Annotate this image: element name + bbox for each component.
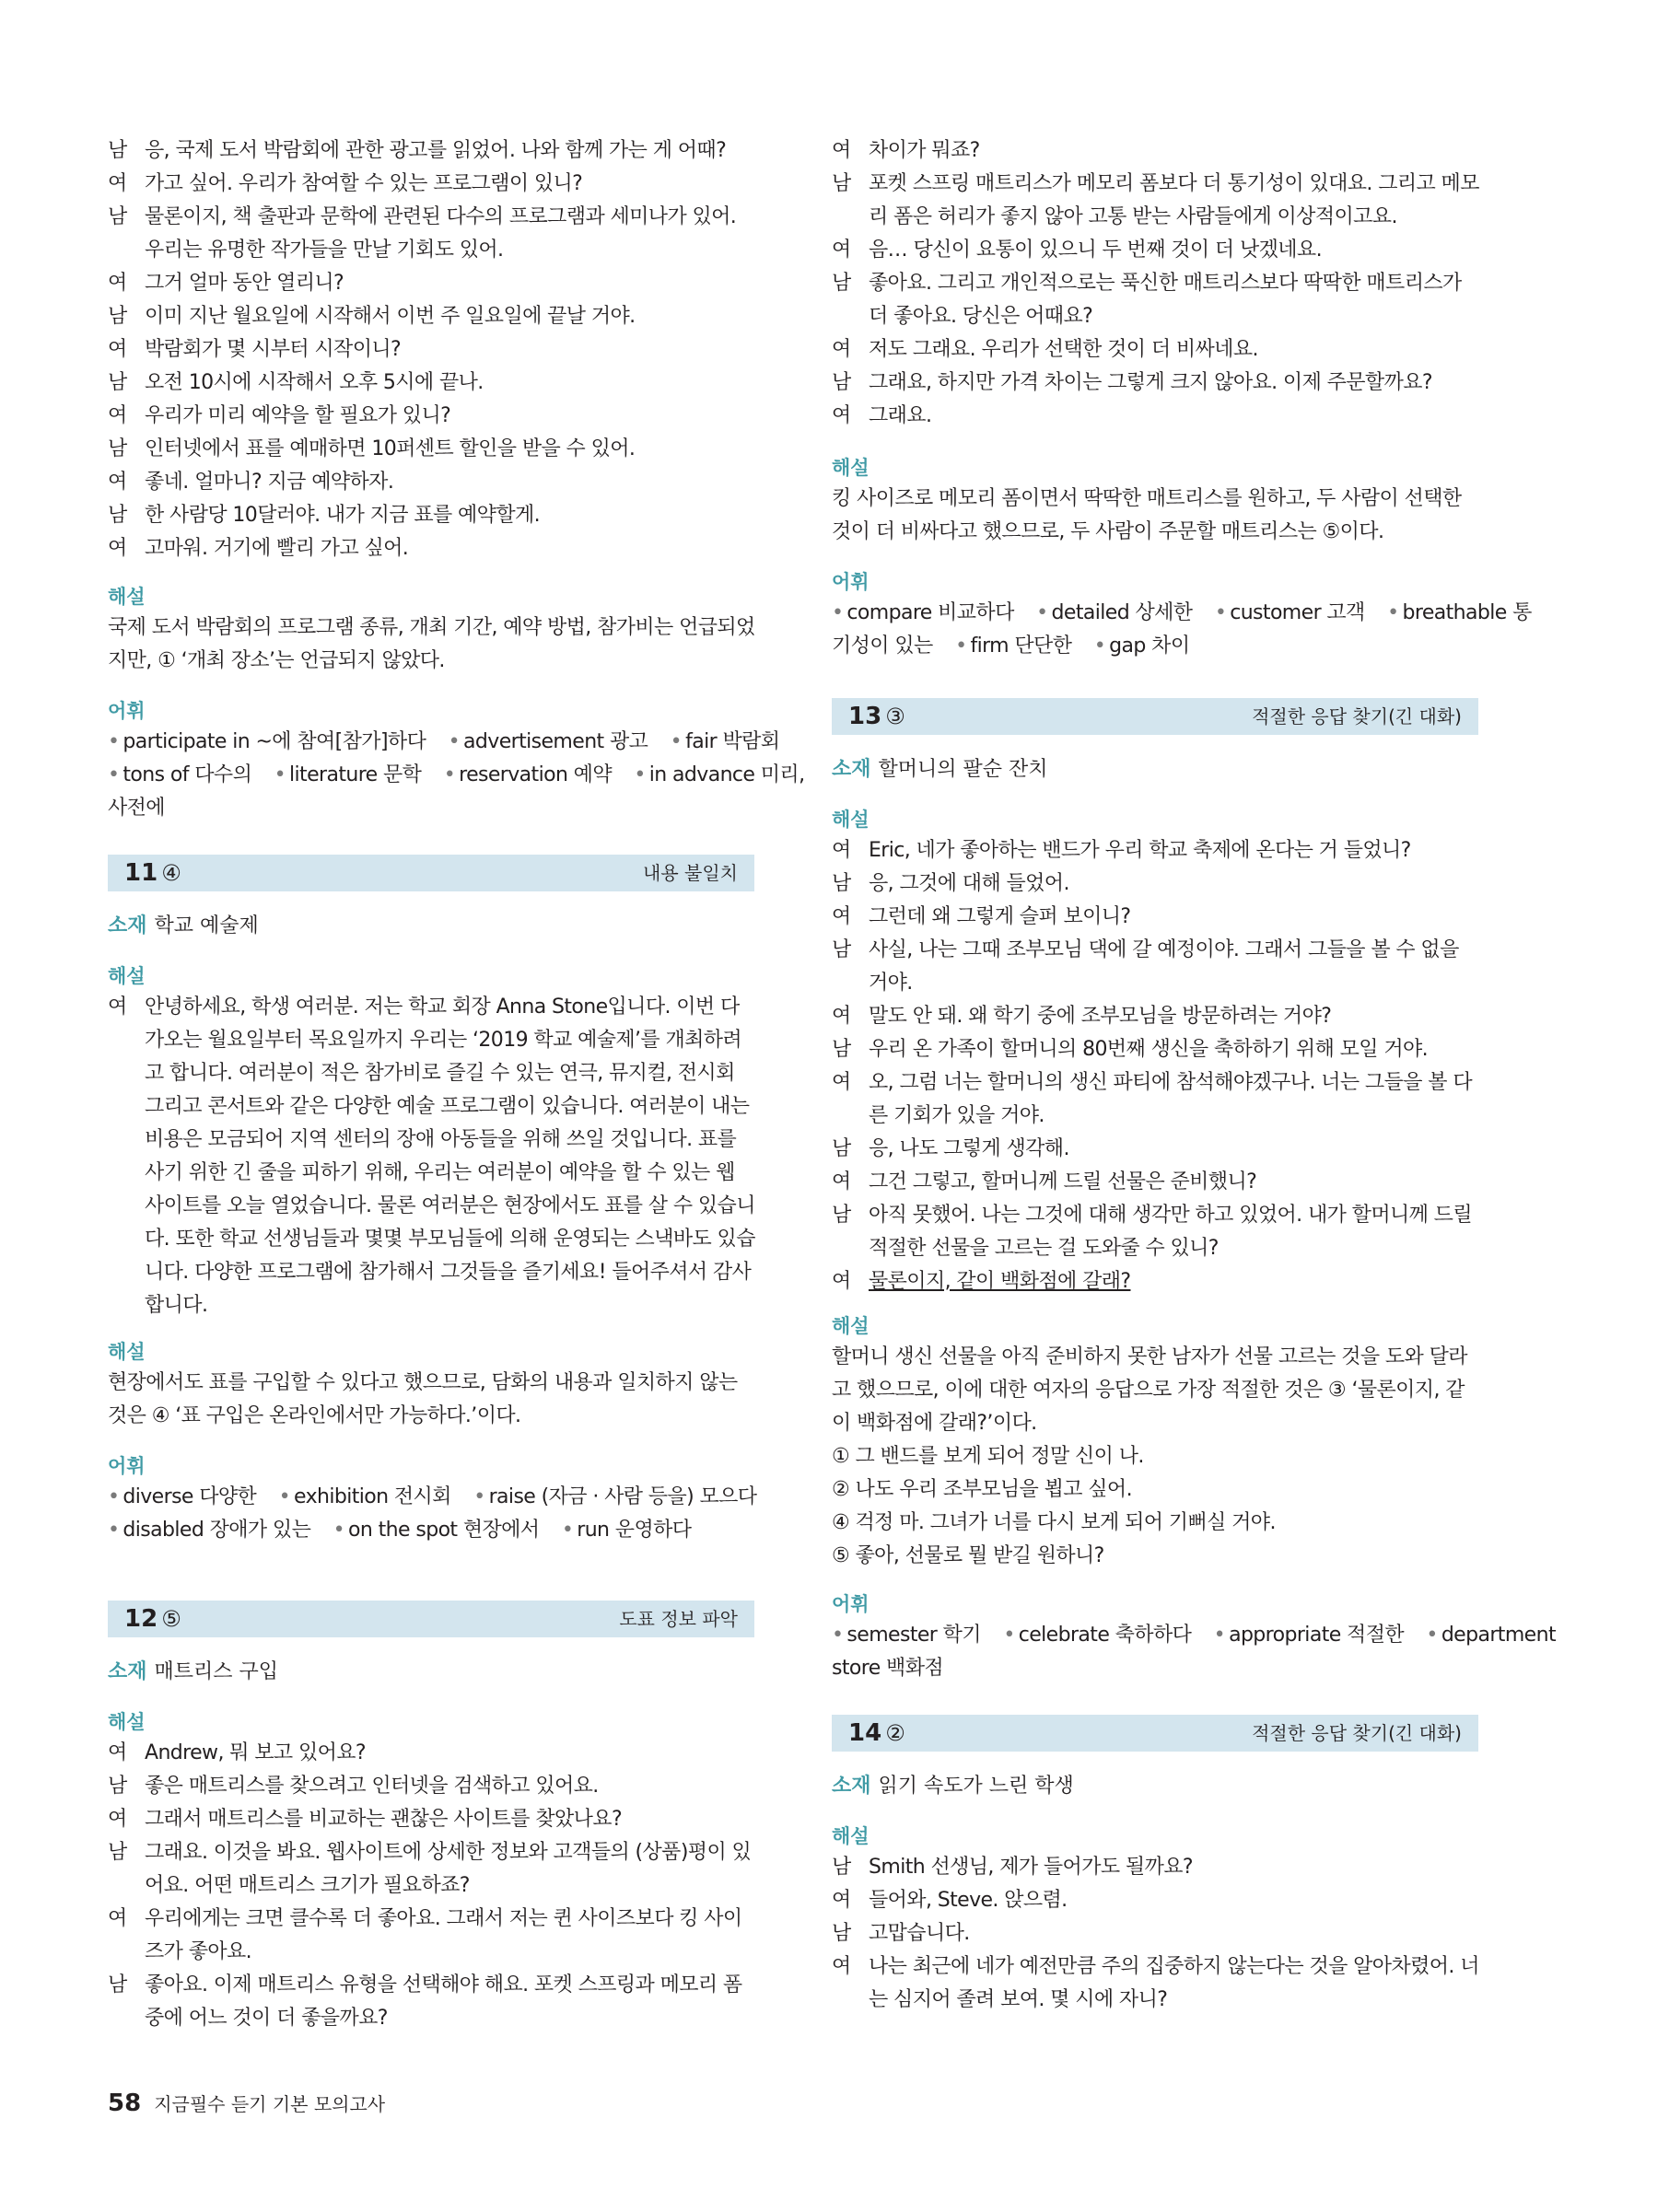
vocab-item: participate in ~에 참여[참가]하다 [123,730,426,753]
dialog-line [832,1950,1478,1984]
dialog-line [832,1100,1478,1133]
dialog-text: 박람회가 몇 시부터 시작이니? [145,338,402,361]
dialog-line [832,1265,1478,1298]
question-type: 도표 정보 파악 [619,1608,738,1630]
dialog-text: 좋아요. 이제 매트리스 유형을 선택해야 해요. 포켓 스프링과 메모리 폼 [145,1973,742,1997]
vocab-item: raise (자금 · 사람 등을) 모으다 [488,1485,757,1508]
q10-explain-line: 지만, ① ‘개최 장소’는 언급되지 않았다. [108,649,445,672]
dialog-text: 인터넷에서 표를 예매하면 10퍼센트 할인을 받을 수 있어. [145,437,636,460]
dialog-text: 그래서 매트리스를 비교하는 괜찮은 사이트를 찾았나요? [145,1808,623,1831]
answer-mark: ⑤ [161,1606,181,1632]
q12-explain-line: 킹 사이즈로 메모리 폼이면서 딱딱한 매트리스를 원하고, 두 사람이 선택한 [832,487,1462,510]
q13-header-bar [832,698,1478,735]
q12-explain-line: 것이 더 비싸다고 했으므로, 두 사람이 주문할 매트리스는 ⑤이다. [832,520,1384,543]
speaker-label: 여 [108,272,127,295]
speaker-label: 남 [832,1137,851,1160]
dialog-text: 좋아요. 그리고 개인적으로는 푹신한 매트리스보다 딱딱한 매트리스가 [869,272,1462,295]
dialog-text: 응, 나도 그렇게 생각해. [869,1137,1069,1160]
dialog-text: 즈가 좋아요. [145,1940,252,1963]
page-number: 58 [108,2090,142,2117]
dialog-text: 니다. 다양한 프로그램에 참가해서 그것들을 즐기세요! 들어주셔서 감사 [145,1261,752,1284]
question-number: 14 ② [848,1719,905,1747]
speaker-label: 남 [832,1038,851,1061]
dialog-line [832,1917,1478,1950]
q11-vocab-line: • disabled 장애가 있는 • on the spot 현장에서 • run 운영하다 [108,1519,692,1542]
speaker-label: 여 [108,1907,127,1930]
dialog-text: 이미 지난 월요일에 시작해서 이번 주 일요일에 끝날 거야. [145,305,636,328]
dialog-text: 말도 안 돼. 왜 학기 중에 조부모님을 방문하려는 거야? [869,1005,1332,1028]
dialog-text: 들어와, Steve. 앉으렴. [869,1889,1068,1912]
vocab-item: in advance 미리, [648,763,805,786]
dialog-line [108,1289,754,1322]
dialog-line [108,1737,754,1770]
speaker-label: 남 [108,371,127,394]
q12-trans-label: 해설 [108,1711,146,1733]
dialog-text: 우리는 유명한 작가들을 만날 기회도 있어. [145,239,504,262]
q11-material: 소재 학교 예술제 [108,914,259,937]
dialog-line [108,234,754,267]
dialog-text: 고마워. 거기에 빨리 가고 싶어. [145,537,409,560]
explain-line: ② 나도 우리 조부모님을 뵙고 싶어. [832,1478,1132,1501]
q11-vocab-line: • diverse 다양한 • exhibition 전시회 • raise (자금 · 사람 등을) 모으다 [108,1485,757,1508]
q13-material: 소재 할머니의 팔순 잔치 [832,758,1048,781]
dialog-text: 어요. 어떤 매트리스 크기가 필요하죠? [145,1874,470,1897]
explain-line: 이 백화점에 갈래?’이다. [832,1412,1037,1435]
dialog-line [108,1903,754,1936]
dialog-text: 그건 그렇고, 할머니께 드릴 선물은 준비했니? [869,1170,1257,1193]
dialog-text: 안녕하세요, 학생 여러분. 저는 학교 회장 Anna Stone입니다. 이번 다 [145,995,740,1019]
dialog-text: 그리고 콘서트와 같은 다양한 예술 프로그램이 있습니다. 여러분이 내는 [145,1095,750,1118]
answer-mark: ② [885,1720,905,1746]
dialog-text: 그래요. 이것을 봐요. 웹사이트에 상세한 정보와 고객들의 (상품)평이 있 [145,1841,752,1864]
dialog-line [832,168,1478,201]
speaker-label: 여 [108,1808,127,1831]
q12-vocab-label: 어휘 [832,571,870,593]
dialog-text: 중에 어느 것이 더 좋을까요? [145,2007,388,2030]
dialog-text: 우리가 미리 예약을 할 필요가 있니? [145,404,451,427]
q11-header-bar [108,855,754,891]
question-number: 11 ④ [124,859,181,887]
speaker-label: 여 [832,1889,851,1912]
dialog-text: 아직 못했어. 나는 그것에 대해 생각만 하고 있었어. 내가 할머니께 드릴 [869,1204,1472,1227]
dialog-line [832,234,1478,267]
q14-trans-label: 해설 [832,1825,870,1847]
dialog-text: 다. 또한 학교 선생님들과 몇몇 부모님들에 의해 운영되는 스낵바도 있습 [145,1228,755,1251]
dialog-text: 그거 얼마 동안 열리니? [145,272,344,295]
dialog-text: 물론이지, 같이 백화점에 갈래? [869,1270,1131,1293]
dialog-line [832,1133,1478,1166]
dialog-text: 가오는 월요일부터 목요일까지 우리는 ‘2019 학교 예술제’를 개최하려 [145,1029,742,1052]
speaker-label: 남 [108,504,127,527]
speaker-label: 여 [832,139,851,162]
dialog-text: 응, 국제 도서 박람회에 관한 광고를 읽었어. 나와 함께 가는 게 어때? [145,139,727,162]
speaker-label: 남 [832,872,851,895]
dialog-text: 좋네. 얼마니? 지금 예약하자. [145,471,394,494]
dialog-line [832,201,1478,234]
speaker-label: 남 [832,371,851,394]
answer-mark: ④ [161,860,181,886]
speaker-label: 남 [108,205,127,228]
dialog-text: 거야. [869,972,913,995]
q13-trans-label: 해설 [832,809,870,831]
dialog-text: 그런데 왜 그렇게 슬퍼 보이니? [869,905,1131,928]
dialog-text: 오전 10시에 시작해서 오후 5시에 끝나. [145,371,484,394]
q10-vocab-line: 사전에 [108,797,165,820]
explain-line: ⑤ 좋아, 선물로 뭘 받길 원하니? [832,1544,1104,1567]
dialog-line [108,1869,754,1903]
dialog-line [832,867,1478,901]
q10-explain-label: 해설 [108,586,146,608]
explain-line: ① 그 밴드를 보게 되어 정말 신이 나. [832,1445,1144,1468]
explain-line: 할머니 생신 선물을 아직 준비하지 못한 남자가 선물 고르는 것을 도와 달라 [832,1345,1467,1368]
dialog-line [832,1166,1478,1199]
dialog-text: 포켓 스프링 매트리스가 메모리 폼보다 더 통기성이 있대요. 그리고 메모 [869,172,1479,195]
dialog-line [108,433,754,466]
vocab-item: exhibition 전시회 [294,1485,451,1508]
speaker-label: 남 [832,1856,851,1879]
dialog-line [108,367,754,400]
dialog-text: 음… 당신이 요통이 있으니 두 번째 것이 더 낫겠네요. [869,239,1322,262]
speaker-label: 여 [108,404,127,427]
dialog-line [108,168,754,201]
speaker-label: 여 [108,995,127,1019]
dialog-line [832,1066,1478,1100]
dialog-text: 사실, 나는 그때 조부모님 댁에 갈 예정이야. 그래서 그들을 볼 수 없을 [869,938,1459,961]
dialog-line [108,1090,754,1123]
dialog-line [832,267,1478,300]
dialog-text: 좋은 매트리스를 찾으려고 인터넷을 검색하고 있어요. [145,1775,599,1798]
question-number: 12 ⑤ [124,1605,181,1633]
dialog-line [108,1024,754,1057]
vocab-item: literature 문학 [289,763,422,786]
speaker-label: 남 [108,305,127,328]
dialog-text: 합니다. [145,1294,208,1317]
dialog-line [108,2002,754,2035]
dialog-line [108,1969,754,2002]
dialog-text: 리 폼은 허리가 좋지 않아 고통 받는 사람들에게 이상적이고요. [869,205,1397,228]
dialog-line [832,1232,1478,1265]
dialog-text: 물론이지, 책 출판과 문학에 관련된 다수의 프로그램과 세미나가 있어. [145,205,737,228]
q14-material: 소재 읽기 속도가 느린 학생 [832,1775,1074,1798]
dialog-text: 그래요, 하지만 가격 차이는 그렇게 크지 않아요. 이제 주문할까요? [869,371,1432,394]
q10-vocab-label: 어휘 [108,700,146,722]
q10-vocab-line: • tons of 다수의 • literature 문학 • reservation 예약 • in advance 미리, [108,763,805,786]
dialog-line [108,1123,754,1157]
dialog-text: 그래요. [869,404,932,427]
q12-material: 소재 매트리스 구입 [108,1660,279,1683]
dialog-text: 사기 위한 긴 줄을 피하기 위해, 우리는 여러분이 예약을 할 수 있는 웹 [145,1161,735,1184]
q12-explain-label: 해설 [832,457,870,479]
q14-header-bar [832,1715,1478,1752]
dialog-text: 우리에게는 크면 클수록 더 좋아요. 그래서 저는 퀸 사이즈보다 킹 사이 [145,1907,742,1930]
dialog-text: 한 사람당 10달러야. 내가 지금 표를 예약할게. [145,504,541,527]
dialog-line [108,499,754,532]
dialog-line [108,1157,754,1190]
speaker-label: 여 [832,1270,851,1293]
vocab-item: fair 박람회 [685,730,780,753]
speaker-label: 여 [832,1005,851,1028]
dialog-line [108,1223,754,1256]
dialog-line [832,1851,1478,1884]
speaker-label: 남 [832,938,851,961]
speaker-label: 여 [832,1071,851,1094]
dialog-line [108,991,754,1024]
dialog-line [832,1884,1478,1917]
dialog-line [108,466,754,499]
dialog-text: 고 합니다. 여러분이 적은 참가비로 즐길 수 있는 연극, 뮤지컬, 전시회 [145,1062,735,1085]
dialog-line [108,400,754,433]
speaker-label: 여 [832,1170,851,1193]
book-title: 지금필수 듣기 기본 모의고사 [154,2093,386,2115]
dialog-line [832,901,1478,934]
dialog-line [832,300,1478,333]
q12-vocab-line: • compare 비교하다 • detailed 상세한 • customer 고객 • breathable 통 [832,601,1532,624]
q11-trans-label: 해설 [108,965,146,987]
vocab-item: customer 고객 [1230,601,1365,624]
speaker-label: 남 [832,272,851,295]
speaker-label: 남 [832,172,851,195]
explain-line: ④ 걱정 마. 그녀가 너를 다시 보게 되어 기뻐실 거야. [832,1511,1276,1534]
vocab-item: reservation 예약 [459,763,612,786]
vocab-item: semester 학기 [846,1624,981,1647]
dialog-text: 고맙습니다. [869,1922,970,1945]
dialog-line [832,1199,1478,1232]
speaker-label: 남 [108,1973,127,1997]
vocab-item: celebrate 축하하다 [1018,1624,1192,1647]
speaker-label: 여 [832,404,851,427]
dialog-text: Smith 선생님, 제가 들어가도 될까요? [869,1856,1193,1879]
dialog-text: 는 심지어 졸려 보여. 몇 시에 자니? [869,1988,1168,2011]
dialog-line [832,834,1478,867]
dialog-text: 차이가 뭐죠? [869,139,980,162]
speaker-label: 여 [832,839,851,862]
vocab-item: disabled 장애가 있는 [123,1519,311,1542]
dialog-line [108,1190,754,1223]
vocab-item: department [1441,1624,1556,1647]
speaker-label: 남 [108,1841,127,1864]
speaker-label: 남 [832,1922,851,1945]
q13-vocab-line: store 백화점 [832,1657,943,1680]
speaker-label: 여 [832,239,851,262]
dialog-line [832,934,1478,967]
vocab-item: 기성이 있는 [832,634,933,658]
dialog-line [108,333,754,367]
speaker-label: 여 [832,338,851,361]
speaker-label: 남 [108,139,127,162]
dialog-line [832,333,1478,367]
dialog-text: 오, 그럼 너는 할머니의 생신 파티에 참석해야겠구나. 너는 그들을 볼 다 [869,1071,1472,1094]
dialog-line [108,201,754,234]
dialog-line [108,1057,754,1090]
material-label: 소재 [832,758,871,781]
dialog-text: Andrew, 뭐 보고 있어요? [145,1741,367,1764]
material-label: 소재 [108,1660,147,1683]
dialog-text: Eric, 네가 좋아하는 밴드가 우리 학교 축제에 온다는 거 들었니? [869,839,1411,862]
q12-vocab-line: 기성이 있는 • firm 단단한 • gap 차이 [832,634,1190,658]
question-type: 적절한 응답 찾기(긴 대화) [1252,705,1462,728]
dialog-line [832,967,1478,1000]
dialog-line [108,1803,754,1836]
dialog-line [108,300,754,333]
dialog-line [108,267,754,300]
dialog-text: 더 좋아요. 당신은 어때요? [869,305,1093,328]
vocab-item: compare 비교하다 [846,601,1014,624]
dialog-text: 응, 그것에 대해 들었어. [869,872,1069,895]
dialog-text: 가고 싶어. 우리가 참여할 수 있는 프로그램이 있니? [145,172,583,195]
dialog-text: 비용은 모금되어 지역 센터의 장애 아동들을 위해 쓰일 것입니다. 표를 [145,1128,737,1151]
dialog-line [832,367,1478,400]
dialog-line [108,1256,754,1289]
dialog-line [832,400,1478,433]
material-label: 소재 [108,914,147,937]
page-footer [108,2087,385,2121]
speaker-label: 남 [108,437,127,460]
vocab-item: firm 단단한 [970,634,1072,658]
question-type: 내용 불일치 [643,862,738,884]
q13-vocab-line: • semester 학기 • celebrate 축하하다 • appropriate 적절한 • department [832,1624,1556,1647]
q12-header-bar [108,1601,754,1637]
dialog-line [108,1770,754,1803]
dialog-line [108,134,754,168]
speaker-label: 남 [832,1204,851,1227]
vocab-item: diverse 다양한 [123,1485,257,1508]
q10-explain-line: 국제 도서 박람회의 프로그램 종류, 개최 기간, 예약 방법, 참가비는 언급되었 [108,616,755,639]
dialog-text: 나는 최근에 네가 예전만큼 주의 집중하지 않는다는 것을 알아차렸어. 너 [869,1955,1479,1978]
explain-line: 고 했으므로, 이에 대한 여자의 응답으로 가장 적절한 것은 ③ ‘물론이지, 같 [832,1379,1465,1402]
vocab-item: run 운영하다 [577,1519,692,1542]
dialog-text: 른 기회가 있을 거야. [869,1104,1045,1127]
material-label: 소재 [832,1775,871,1798]
dialog-text: 우리 온 가족이 할머니의 80번째 생신을 축하하기 위해 모일 거야. [869,1038,1429,1061]
vocab-item: gap 차이 [1109,634,1190,658]
dialog-text: 사이트를 오늘 열었습니다. 물론 여러분은 현장에서도 표를 살 수 있습니 [145,1194,755,1217]
vocab-item: breathable 통 [1402,601,1532,624]
dialog-line [832,1033,1478,1066]
question-number: 13 ③ [848,703,905,730]
dialog-text: 적절한 선물을 고르는 걸 도와줄 수 있니? [869,1237,1219,1260]
speaker-label: 여 [108,1741,127,1764]
vocab-item: tons of 다수의 [123,763,252,786]
speaker-label: 여 [832,905,851,928]
dialog-text: 저도 그래요. 우리가 선택한 것이 더 비싸네요. [869,338,1258,361]
speaker-label: 여 [832,1955,851,1978]
q10-vocab-line: • participate in ~에 참여[참가]하다 • advertisement 광고 • fair 박람회 [108,730,780,753]
speaker-label: 남 [108,1775,127,1798]
dialog-line [832,1000,1478,1033]
speaker-label: 여 [108,471,127,494]
speaker-label: 여 [108,172,127,195]
vocab-item: on the spot 현장에서 [348,1519,540,1542]
dialog-line [108,1936,754,1969]
q13-vocab-label: 어휘 [832,1593,870,1615]
question-type: 적절한 응답 찾기(긴 대화) [1252,1722,1462,1744]
q11-explain-line: 것은 ④ ‘표 구입은 온라인에서만 가능하다.’이다. [108,1404,521,1427]
dialog-line [832,134,1478,168]
answer-mark: ③ [885,704,905,729]
dialog-line [108,1836,754,1869]
q13-explain-label: 해설 [832,1315,870,1337]
vocab-item: detailed 상세한 [1051,601,1193,624]
q11-explain-label: 해설 [108,1341,146,1363]
dialog-line [832,1984,1478,2017]
vocab-item: advertisement 광고 [463,730,648,753]
dialog-line [108,532,754,565]
q11-explain-line: 현장에서도 표를 구입할 수 있다고 했으므로, 담화의 내용과 일치하지 않는 [108,1371,738,1394]
q11-vocab-label: 어휘 [108,1455,146,1477]
speaker-label: 여 [108,537,127,560]
speaker-label: 여 [108,338,127,361]
vocab-item: appropriate 적절한 [1229,1624,1405,1647]
